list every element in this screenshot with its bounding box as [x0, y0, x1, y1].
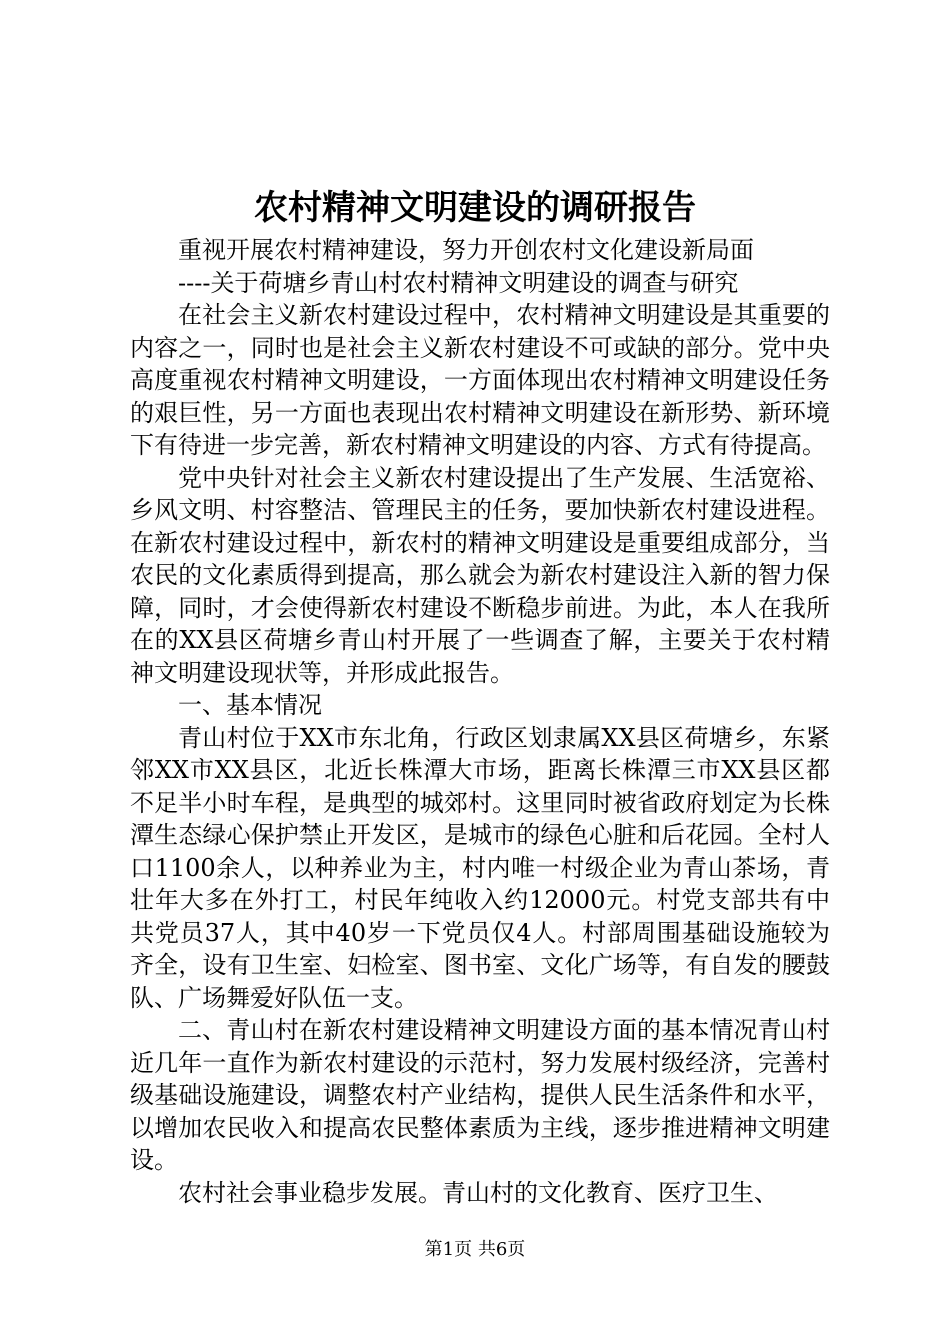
document-subtitle-2: ----关于荷塘乡青山村农村精神文明建设的调查与研究 [178, 268, 739, 297]
section-heading: 一、基本情况 [178, 691, 322, 719]
paragraph: 在社会主义新农村建设过程中，农村精神文明建设是其重要的内容之一，同时也是社会主义新农村建设不可或缺的部分。党中央高度重视农村精神文明建设，一方面体现出农村精神文明建设任务的艰巨性，另一方面也表现出农村精神文明建设在新形势、新环境下有待进一步完善，新农村精神文明建设的内容、方式有待提高。 [130, 301, 830, 459]
paragraph: 农村社会事业稳步发展。青山村的文化教育、医疗卫生、 [178, 1178, 778, 1207]
page-footer: 第1页 共6页 [424, 1239, 526, 1260]
paragraph: 党中央针对社会主义新农村建设提出了生产发展、生活宽裕、乡风文明、村容整洁、管理民主的任务，要加快新农村建设进程。在新农村建设过程中，新农村的精神文明建设是重要组成部分，当农民的文化素质得到提高，那么就会为新农村建设注入新的智力保障，同时，才会使得新农村建设不断稳步前进。为此，本人在我所在的XX县区荷塘乡青山村开展了一些调查了解，主要关于农村精神文明建设现状等，并形成此报告。 [130, 463, 830, 687]
document-subtitle: 重视开展农村精神建设，努力开创农村文化建设新局面 [178, 236, 754, 264]
document-title: 农村精神文明建设的调研报告 [254, 188, 696, 228]
paragraph: 二、青山村在新农村建设精神文明建设方面的基本情况青山村近几年一直作为新农村建设的示范村，努力发展村级经济，完善村级基础设施建设，调整农村产业结构，提供人民生活条件和水平，以增加农民收入和提高农民整体素质为主线，逐步推进精神文明建设。 [130, 1016, 830, 1174]
document-body [130, 234, 830, 1209]
paragraph: 青山村位于XX市东北角，行政区划隶属XX县区荷塘乡，东紧邻XX市XX县区，北近长株潭大市场，距离长株潭三市XX县区都不足半小时车程，是典型的城郊村。这里同时被省政府划定为长株潭生态绿心保护禁止开发区，是城市的绿色心脏和后花园。全村人口1100余人，以种养业为主，村内唯一村级企业为青山茶场，青壮年大多在外打工，村民年纯收入约12000元。村党支部共有中共党员37人，其中40岁一下党员仅4人。村部周围基础设施较为齐全，设有卫生室、妇检室、图书室、文化广场等，有自发的腰鼓队、广场舞爱好队伍一支。 [130, 723, 830, 1012]
